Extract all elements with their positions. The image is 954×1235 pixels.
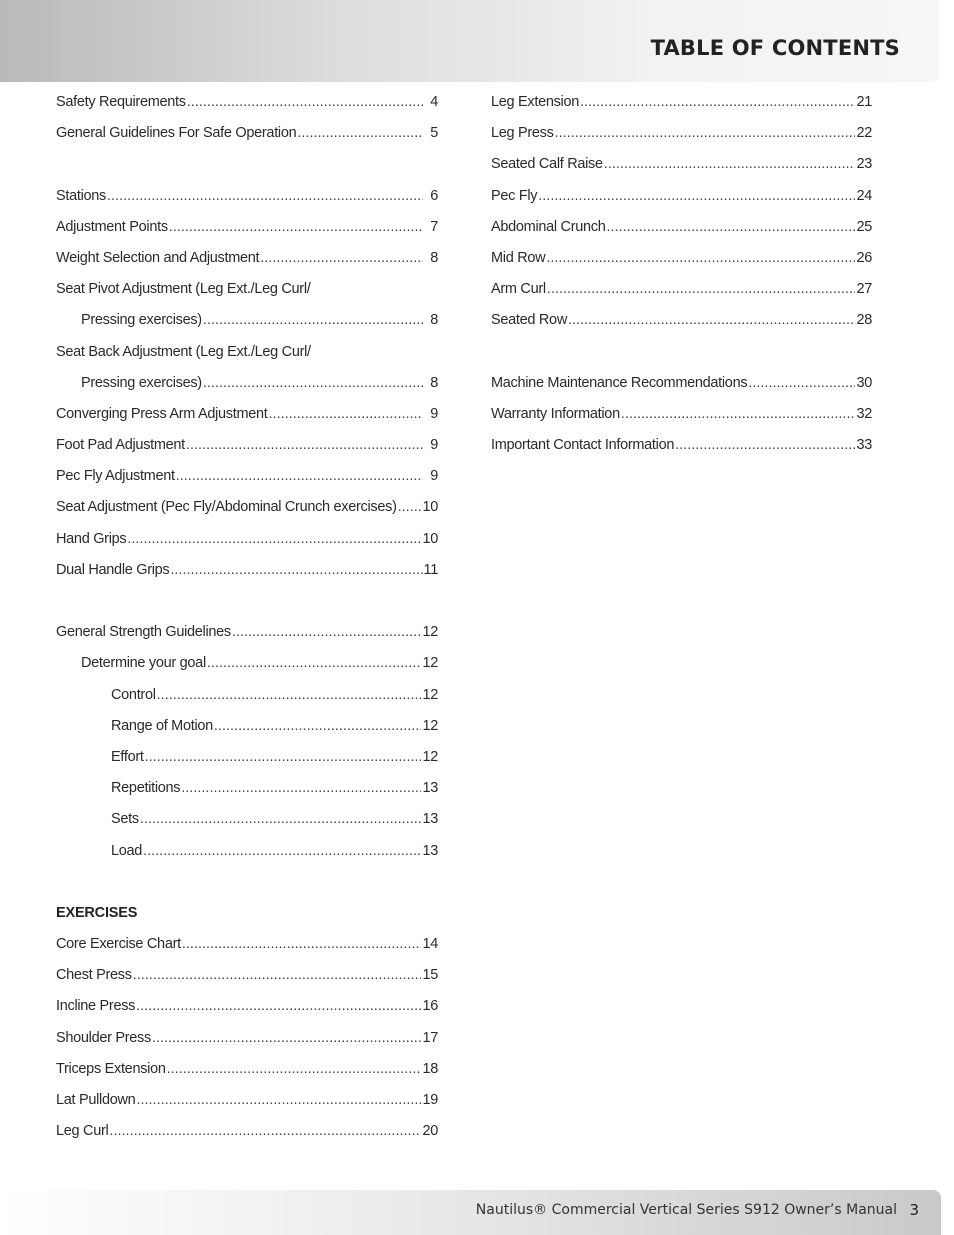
toc-entry-title: Effort <box>111 748 144 765</box>
dot-leader <box>555 118 856 149</box>
toc-entry-title: Lat Pulldown <box>56 1092 136 1108</box>
toc-entry-page: 7 <box>430 218 438 235</box>
toc-entry[interactable] <box>56 212 438 243</box>
dot-leader <box>140 804 422 835</box>
toc-entry-title: Leg Press <box>491 125 554 142</box>
dot-leader <box>538 181 855 212</box>
toc-entry-title: Seat Adjustment (Pec Fly/Abdominal Crunch exercises) <box>56 499 397 516</box>
spacer <box>56 586 438 617</box>
toc-entry-page: 27 <box>856 281 872 298</box>
dot-leader <box>675 430 855 461</box>
toc-entry-continued[interactable] <box>56 305 438 336</box>
dot-leader <box>181 773 421 804</box>
toc-entry-continued[interactable] <box>56 368 438 399</box>
dot-leader <box>145 742 422 773</box>
toc-entry-title: Triceps Extension <box>56 1060 166 1077</box>
toc-entry[interactable] <box>56 742 438 773</box>
toc-entry-title: Control <box>111 686 156 703</box>
footer-manual-title: Nautilus® Commercial Vertical Series S912 Owner’s Manual <box>475 1202 897 1218</box>
toc-entry-page: 20 <box>422 1123 438 1140</box>
toc-entry-title: Seated Calf Raise <box>491 156 603 173</box>
toc-entry[interactable] <box>56 617 438 648</box>
toc-entry-title: Pressing exercises) <box>81 374 202 391</box>
toc-entry-page: 30 <box>856 374 872 391</box>
dot-leader <box>297 118 423 149</box>
toc-entry-title: Seat Back Adjustment (Leg Ext./Leg Curl/ <box>56 343 311 360</box>
toc-entry[interactable] <box>56 711 438 742</box>
toc-entry[interactable] <box>56 1116 438 1147</box>
toc-entry[interactable] <box>56 836 438 867</box>
toc-entry-page: 12 <box>422 686 438 703</box>
toc-entry-page: 32 <box>856 405 872 422</box>
toc-entry-page: 12 <box>422 717 438 734</box>
toc-entry-title: Pec Fly Adjustment <box>56 468 175 485</box>
toc-entry[interactable] <box>491 87 872 118</box>
toc-entry-title: Adjustment Points <box>56 218 168 235</box>
toc-entry[interactable] <box>56 524 438 555</box>
dot-leader <box>621 399 856 430</box>
toc-entry-title: Seat Pivot Adjustment (Leg Ext./Leg Curl/ <box>56 281 311 298</box>
toc-entry[interactable] <box>56 680 438 711</box>
toc-entry-title: Warranty Information <box>491 405 620 422</box>
dot-leader <box>152 1023 422 1054</box>
toc-entry-title: Seated Row <box>491 312 567 329</box>
toc-entry[interactable] <box>56 1085 438 1116</box>
toc-entry-title: Important Contact Information <box>491 437 675 454</box>
dot-leader <box>203 368 423 399</box>
toc-entry[interactable] <box>56 1054 438 1085</box>
toc-entry-page: 26 <box>856 249 872 266</box>
page-title: TABLE OF CONTENTS <box>650 36 900 60</box>
toc-entry-page: 10 <box>422 530 438 547</box>
dot-leader <box>136 991 421 1022</box>
dot-leader <box>182 929 422 960</box>
toc-entry[interactable] <box>56 929 438 960</box>
toc-entry-page: 12 <box>422 655 438 672</box>
dot-leader <box>607 212 856 243</box>
toc-right-column <box>491 87 872 461</box>
dot-leader <box>568 305 855 336</box>
toc-entry-page: 25 <box>856 218 872 235</box>
dot-leader <box>214 711 422 742</box>
toc-entry[interactable] <box>56 274 438 305</box>
toc-entry-page: 8 <box>430 249 438 266</box>
dot-leader <box>398 492 422 523</box>
toc-entry-page: 24 <box>856 187 872 204</box>
toc-entry-page: 22 <box>856 125 872 142</box>
spacer <box>56 867 438 898</box>
toc-entry[interactable] <box>491 212 872 243</box>
dot-leader <box>143 836 421 867</box>
toc-entry-page: 17 <box>422 1029 438 1046</box>
toc-entry-title: General Strength Guidelines <box>56 624 231 641</box>
toc-entry-title: Hand Grips <box>56 530 127 547</box>
toc-entry[interactable] <box>56 773 438 804</box>
toc-entry-page: 13 <box>422 811 438 828</box>
toc-entry[interactable] <box>491 430 872 461</box>
toc-entry-page: 33 <box>856 437 872 454</box>
dot-leader <box>133 960 422 991</box>
toc-left-column <box>56 87 438 1147</box>
dot-leader <box>604 149 856 180</box>
dot-leader <box>580 87 855 118</box>
toc-entry-title: Abdominal Crunch <box>491 218 606 235</box>
toc-entry[interactable] <box>56 555 438 586</box>
toc-entry-title: Chest Press <box>56 967 132 984</box>
toc-entry[interactable] <box>491 274 872 305</box>
toc-entry-title: Load <box>111 842 143 859</box>
dot-leader <box>176 461 423 492</box>
toc-entry-page: 13 <box>422 780 438 797</box>
toc-entry-page: 8 <box>430 312 438 329</box>
toc-entry[interactable] <box>56 337 438 368</box>
toc-entry-title: Weight Selection and Adjustment <box>56 249 260 266</box>
toc-entry-page: 14 <box>422 936 438 953</box>
toc-entry[interactable] <box>491 149 872 180</box>
toc-entry[interactable] <box>56 991 438 1022</box>
toc-entry[interactable] <box>56 118 438 149</box>
page-number: 3 <box>909 1201 919 1219</box>
toc-entry[interactable] <box>56 461 438 492</box>
toc-entry[interactable] <box>56 804 438 835</box>
toc-entry-page: 15 <box>422 967 438 984</box>
dot-leader <box>167 1054 422 1085</box>
toc-entry[interactable] <box>56 87 438 118</box>
spacer <box>56 149 438 180</box>
toc-entry[interactable] <box>491 368 872 399</box>
toc-entry-page: 9 <box>430 437 438 454</box>
spacer <box>491 337 872 368</box>
toc-entry[interactable] <box>56 648 438 679</box>
toc-entry[interactable] <box>56 181 438 212</box>
dot-leader <box>187 87 423 118</box>
toc-entry-title: Pressing exercises) <box>81 312 202 329</box>
toc-entry[interactable] <box>56 1023 438 1054</box>
toc-entry[interactable] <box>491 243 872 274</box>
toc-entry[interactable] <box>56 430 438 461</box>
toc-entry-page: 13 <box>422 842 438 859</box>
toc-entry[interactable] <box>491 399 872 430</box>
dot-leader <box>260 243 423 274</box>
toc-entry-page: 10 <box>422 499 438 516</box>
toc-entry[interactable] <box>56 243 438 274</box>
dot-leader <box>186 430 423 461</box>
toc-entry-page: 12 <box>422 624 438 641</box>
dot-leader <box>157 680 422 711</box>
toc-entry-title: Mid Row <box>491 249 546 266</box>
dot-leader <box>547 274 856 305</box>
toc-entry[interactable] <box>56 960 438 991</box>
toc-entry-page: 6 <box>430 187 438 204</box>
toc-entry-title: Foot Pad Adjustment <box>56 437 185 454</box>
toc-entry-page: 9 <box>430 468 438 485</box>
dot-leader <box>136 1085 421 1116</box>
toc-entry-title: Repetitions <box>111 780 181 797</box>
toc-entry-title: Sets <box>111 811 139 828</box>
dot-leader <box>109 1116 421 1147</box>
toc-entry-title: Dual Handle Grips <box>56 561 170 578</box>
toc-entry-title: Core Exercise Chart <box>56 936 181 953</box>
dot-leader <box>232 617 422 648</box>
toc-entry-title: Shoulder Press <box>56 1029 151 1046</box>
toc-entry[interactable] <box>56 399 438 430</box>
toc-entry[interactable] <box>491 181 872 212</box>
toc-entry-title: Arm Curl <box>491 281 546 298</box>
toc-entry-page: 23 <box>856 156 872 173</box>
toc-entry-page: 19 <box>422 1092 438 1108</box>
toc-entry[interactable] <box>56 492 438 523</box>
dot-leader <box>207 648 422 679</box>
toc-entry-page: 18 <box>422 1060 438 1077</box>
toc-entry-title: Incline Press <box>56 998 136 1015</box>
dot-leader <box>170 555 422 586</box>
dot-leader <box>748 368 855 399</box>
toc-entry-title: Stations <box>56 187 106 204</box>
toc-entry-title: Machine Maintenance Recommendations <box>491 374 748 391</box>
toc-entry-title: General Guidelines For Safe Operation <box>56 125 297 142</box>
toc-entry-title: Determine your goal <box>81 655 206 672</box>
dot-leader <box>107 181 423 212</box>
toc-entry-page: 16 <box>422 998 438 1015</box>
toc-entry-title: Leg Extension <box>491 94 579 110</box>
toc-entry-page: 12 <box>422 748 438 765</box>
toc-entry-page: 11 <box>423 561 438 578</box>
dot-leader <box>269 399 423 430</box>
section-heading-exercises: EXERCISES <box>56 904 138 921</box>
toc-entry-title: Pec Fly <box>491 187 538 204</box>
toc-entry-page: 8 <box>430 374 438 391</box>
toc-entry-page: 28 <box>856 312 872 329</box>
toc-entry[interactable] <box>491 305 872 336</box>
dot-leader <box>203 305 423 336</box>
toc-entry-title: Range of Motion <box>111 717 213 734</box>
toc-entry[interactable] <box>491 118 872 149</box>
toc-entry-title: Converging Press Arm Adjustment <box>56 405 268 422</box>
toc-entry-page: 5 <box>430 125 438 142</box>
dot-leader <box>127 524 421 555</box>
toc-entry-page: 4 <box>430 94 438 110</box>
toc-entry-title: Leg Curl <box>56 1123 109 1140</box>
dot-leader <box>169 212 423 243</box>
toc-entry-page: 21 <box>856 94 872 110</box>
toc-entry-page: 9 <box>430 405 438 422</box>
toc-entry-title: Safety Requirements <box>56 94 186 110</box>
dot-leader <box>546 243 855 274</box>
